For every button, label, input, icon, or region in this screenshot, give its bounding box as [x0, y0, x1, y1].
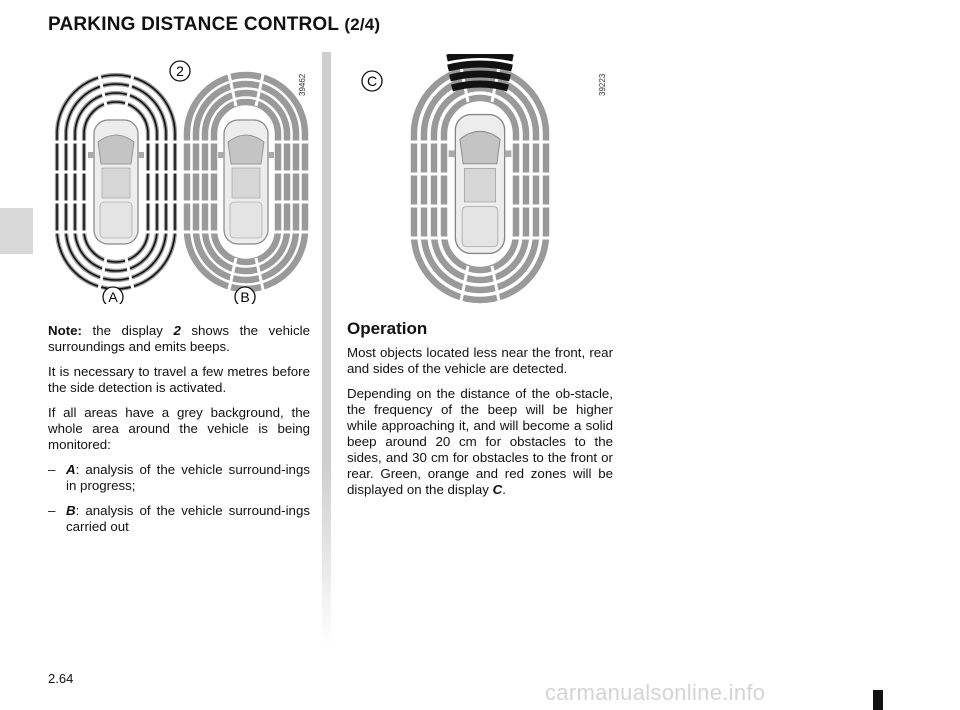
right-column — [347, 321, 613, 507]
label-b — [235, 287, 255, 304]
callout-c — [362, 71, 382, 91]
paragraph-detection: Most objects located less near the front, rear and sides of the vehicle are detected. — [347, 345, 613, 376]
display-figure-c — [358, 54, 598, 316]
corner-mark — [873, 690, 883, 710]
svg-text:B: B — [240, 289, 250, 304]
note-ref: 2 — [173, 323, 181, 338]
svg-text:C: C — [366, 73, 378, 89]
figure-code-left: 39462 — [298, 73, 307, 96]
page-number: 2.64 — [48, 671, 74, 686]
display-figure-ab — [52, 54, 314, 304]
display-a — [52, 70, 180, 294]
item-ref-a: A — [66, 462, 76, 477]
label-a — [103, 287, 123, 304]
display-ref-c: C — [492, 482, 503, 497]
svg-text:A: A — [108, 289, 118, 304]
left-column — [48, 323, 310, 544]
list-item-b: – B: analysis of the vehicle surround-ings carried out — [48, 503, 310, 534]
note-paragraph: Note: the display 2 shows the vehicle surroundings and emits beeps. — [48, 323, 310, 354]
page-title — [48, 14, 380, 36]
list-item-a: – A: analysis of the vehicle surround-ings in progress; — [48, 462, 310, 493]
title-text: PARKING DISTANCE CONTROL — [48, 14, 339, 35]
column-divider — [322, 52, 331, 647]
paragraph-side-detection: It is necessary to travel a few metres before the side detection is activated. — [48, 364, 310, 395]
watermark: carmanualsonline.info — [545, 680, 766, 705]
figure-code-right: 39223 — [598, 73, 607, 96]
callout-2 — [170, 61, 190, 81]
note-label: Note: — [48, 323, 82, 338]
title-part: (2/4) — [344, 15, 381, 34]
paragraph-grey-background: If all areas have a grey background, the whole area around the vehicle is being monitored: — [48, 405, 310, 452]
display-b — [182, 70, 310, 294]
svg-text:2: 2 — [176, 63, 184, 79]
paragraph-beep-frequency: Depending on the distance of the ob-stacle, the frequency of the beep will be higher while approaching it, and will become a solid beep around 20 cm for obstacles to the sides, and 30 cm for obstacles to the front or rear. Green, orange and red zones will be displayed on the display C. — [347, 386, 613, 497]
section-tab — [0, 208, 33, 254]
item-ref-b: B — [66, 503, 76, 518]
operation-heading: Operation — [347, 319, 428, 338]
